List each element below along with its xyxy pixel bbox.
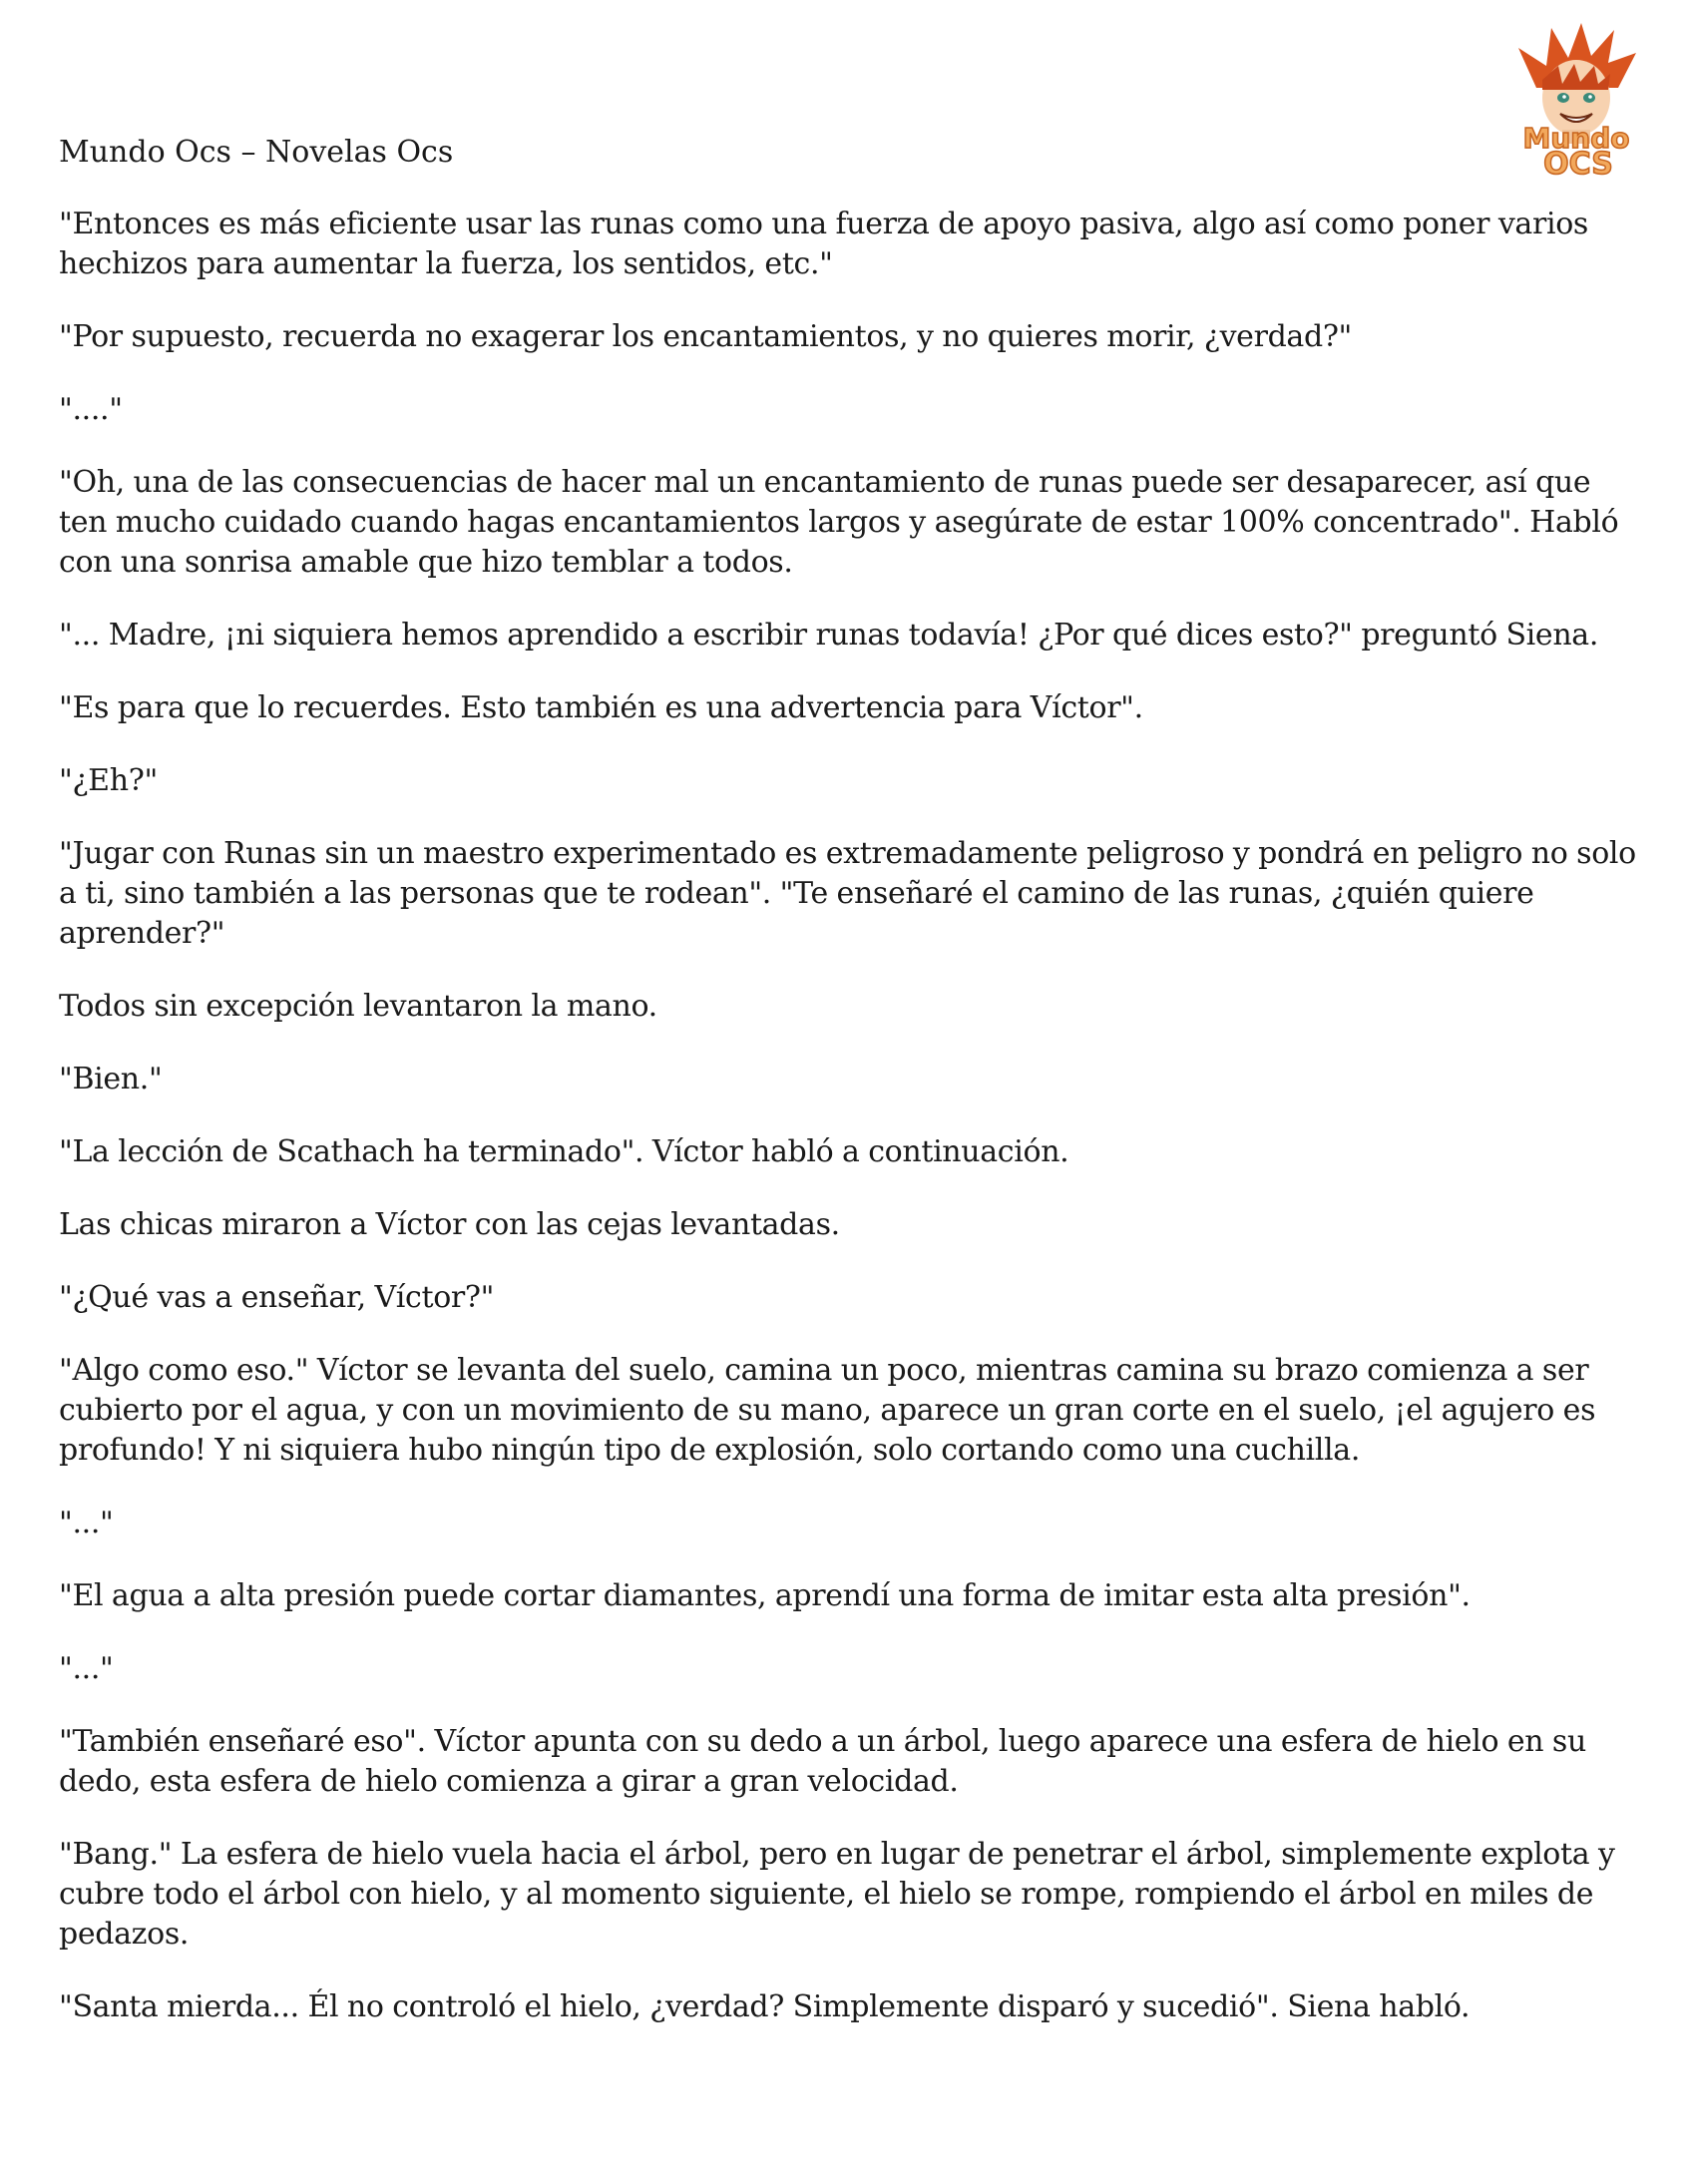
- logo-text-ocs: OCS: [1543, 147, 1613, 178]
- paragraph: "...": [59, 1506, 114, 1540]
- paragraph: "Bien.": [59, 1062, 163, 1096]
- mundo-ocs-logo-icon: [1496, 18, 1656, 178]
- paragraph: "¿Qué vas a enseñar, Víctor?": [59, 1280, 495, 1315]
- paragraph: "La lección de Scathach ha terminado". Víctor habló a continuación.: [59, 1134, 1069, 1169]
- paragraph: "Oh, una de las consecuencias de hacer mal un encantamiento de runas puede ser desaparecer, así que ten mucho cuidado cuando hagas encantamientos largos y asegúrate de estar 100% concentrado". Habló con una sonrisa amable que hizo temblar a todos.: [59, 465, 1619, 580]
- paragraph: "... Madre, ¡ni siquiera hemos aprendido a escribir runas todavía! ¿Por qué dices esto?" preguntó Siena.: [59, 618, 1599, 653]
- paragraph: "Bang." La esfera de hielo vuela hacia el árbol, pero en lugar de penetrar el árbol, simplemente explota y cubre todo el árbol con hielo, y al momento siguiente, el hielo se rompe, rompiendo el árbol en miles de pedazos.: [59, 1837, 1615, 1952]
- paragraph: "...": [59, 1651, 114, 1686]
- paragraph: "Entonces es más eficiente usar las runas como una fuerza de apoyo pasiva, algo así como poner varios hechizos para aumentar la fuerza, los sentidos, etc.": [59, 207, 1588, 281]
- paragraph: "¿Eh?": [59, 763, 158, 798]
- paragraph: "El agua a alta presión puede cortar diamantes, aprendí una forma de imitar esta alta presión".: [59, 1578, 1471, 1613]
- paragraph: "Por supuesto, recuerda no exagerar los encantamientos, y no quieres morir, ¿verdad?": [59, 319, 1353, 354]
- logo-text-mundo: Mundo: [1522, 122, 1630, 155]
- paragraph: "También enseñaré eso". Víctor apunta con su dedo a un árbol, luego aparece una esfera de hielo en su dedo, esta esfera de hielo comienza a girar a gran velocidad.: [59, 1724, 1586, 1799]
- paragraph: Las chicas miraron a Víctor con las cejas levantadas.: [59, 1207, 840, 1242]
- paragraph: "....": [59, 392, 123, 427]
- paragraph: "Jugar con Runas sin un maestro experimentado es extremadamente peligroso y pondrá en peligro no solo a ti, sino también a las personas que te rodean". "Te enseñaré el camino de las runas, ¿quién quiere aprender?": [59, 836, 1636, 951]
- paragraph: "Es para que lo recuerdes. Esto también es una advertencia para Víctor".: [59, 690, 1143, 725]
- paragraph: Todos sin excepción levantaron la mano.: [59, 989, 657, 1024]
- document-header: Mundo Ocs – Novelas Ocs: [59, 135, 454, 170]
- document-body: [59, 205, 1640, 2060]
- paragraph: "Algo como eso." Víctor se levanta del suelo, camina un poco, mientras camina su brazo comienza a ser cubierto por el agua, y con un movimiento de su mano, aparece un gran corte en el suelo, ¡el agujero es profundo! Y ni siquiera hubo ningún tipo de explosión, solo cortando como una cuchilla.: [59, 1353, 1596, 1468]
- paragraph: "Santa mierda... Él no controló el hielo, ¿verdad? Simplemente disparó y sucedió". Siena habló.: [59, 1989, 1471, 2024]
- mundo-ocs-logo: [1496, 18, 1656, 178]
